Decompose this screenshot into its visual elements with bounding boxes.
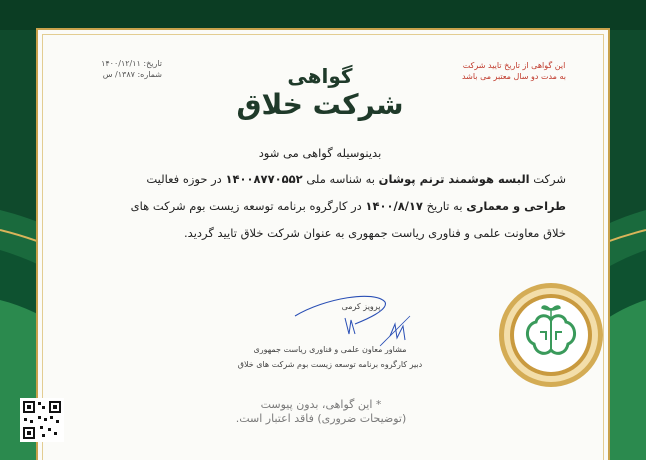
validity-note-line2: به مدت دو سال معتبر می باشد <box>461 72 567 81</box>
body-text: به تاریخ <box>422 199 467 213</box>
body-text: در حوزه فعالیت <box>146 172 226 186</box>
validity-note <box>436 60 592 82</box>
signer-title-2: دبیر کارگروه برنامه توسعه زیست بوم شرکت های خلاق <box>237 360 423 369</box>
date-label: تاریخ: ۱۴۰۰/۱۲/۱۱ <box>101 59 162 68</box>
certificate-meta <box>82 58 162 80</box>
company-name: البسه هوشمند ترنم پوشان <box>378 172 530 186</box>
approval-date: ۱۴۰۰/۸/۱۷ <box>365 199 423 213</box>
body-text: به شناسه ملی <box>302 172 379 186</box>
body-line-3: خلاق معاونت علمی و فناوری ریاست جمهوری به عنوان شرکت خلاق تایید گردید. <box>184 226 566 240</box>
body-text: در کارگروه برنامه توسعه زیست بوم شرکت های <box>130 199 366 213</box>
signer-name: پرویز کرمی <box>341 302 381 311</box>
validity-note-line1: این گواهی از تاریخ تایید شرکت <box>462 61 566 70</box>
body-line-1 <box>82 172 566 186</box>
footnote-line1: * این گواهی، بدون پیوست <box>260 398 382 411</box>
footnote-line2: (توضیحات ضروری) فاقد اعتبار است. <box>235 412 407 425</box>
certificate-intro: بدینوسیله گواهی می شود <box>258 146 382 160</box>
body-line-2 <box>82 199 566 213</box>
national-id: ۱۴۰۰۸۷۷۰۵۵۲ <box>225 172 303 186</box>
brain-plant-emblem-icon <box>498 282 604 388</box>
number-label: شماره: ۱۳۸۷/ س <box>102 70 162 79</box>
handwritten-signature <box>285 288 465 348</box>
activity-field: طراحی و معماری <box>466 199 566 213</box>
body-text: شرکت <box>529 172 566 186</box>
certificate-title-big: شرکت خلاق <box>236 88 404 121</box>
footnote <box>226 398 416 426</box>
certificate-title-small: گواهی <box>287 64 353 88</box>
qr-code-icon <box>20 398 64 442</box>
signer-title-1: مشاور معاون علمی و فناوری ریاست جمهوری <box>253 345 407 354</box>
